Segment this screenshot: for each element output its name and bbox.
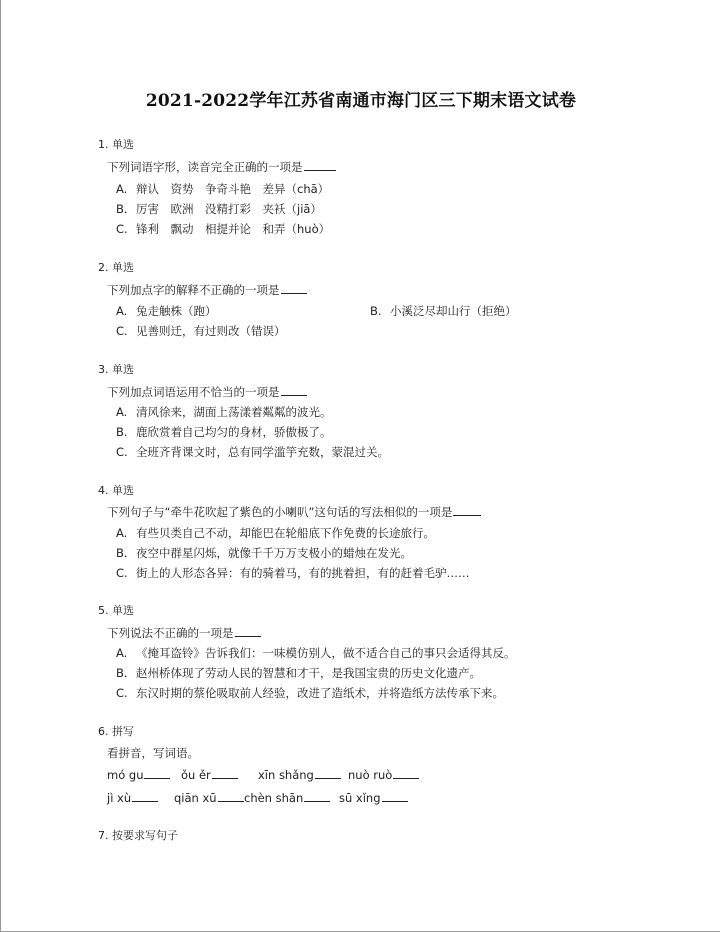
question-3-header (98, 364, 134, 375)
question-number: 7. (98, 829, 109, 842)
question-stem-text: 看拼音，写词语。 (107, 746, 199, 760)
answer-blank (453, 514, 481, 516)
answer-blank (212, 777, 238, 779)
question-5-option-b: B. 赵州桥体现了劳动人民的智慧和才干，是我国宝贵的历史文化遗产。 (116, 666, 481, 680)
question-type: 按要求写句子 (112, 829, 178, 842)
pinyin-item: chèn shān (244, 791, 330, 805)
answer-blank (281, 394, 307, 396)
answer-blank (235, 635, 261, 637)
question-type: 单选 (112, 484, 134, 497)
pinyin-item: jì xù (107, 791, 158, 805)
question-1-stem (107, 159, 336, 175)
question-2-option-a: A. 兔走触株（跑） (116, 304, 217, 318)
question-number: 3. (98, 363, 109, 376)
question-2-option-c: C. 见善则迁，有过则改（错误） (116, 324, 286, 338)
question-3-option-c: C. 全班齐背课文时，总有同学滥竽充数，蒙混过关。 (116, 445, 389, 459)
question-type: 拼写 (112, 725, 134, 738)
question-2-stem (107, 282, 307, 298)
question-1-option-c: C. 锋利 飘动 相提并论 和弄（huò） (116, 222, 331, 236)
question-stem-text: 下列说法不正确的一项是 (107, 626, 234, 640)
question-5-header (98, 605, 134, 616)
answer-blank (218, 800, 244, 802)
question-1-option-b: B. 厉害 欧洲 没精打彩 夹袄（jiā） (116, 202, 322, 216)
question-3-option-a: A. 清风徐来，湖面上荡漾着粼粼的波光。 (116, 405, 332, 419)
answer-blank (304, 169, 336, 171)
question-number: 6. (98, 725, 109, 738)
question-4-header (98, 485, 134, 496)
pinyin-item: nuò ruò (348, 768, 419, 782)
pinyin-item: qiān xū (174, 791, 244, 805)
question-stem-text: 下列句子与“牵牛花吹起了紫色的小喇叭”这句话的写法相似的一项是 (107, 505, 453, 519)
question-1-header (98, 139, 134, 150)
question-number: 4. (98, 484, 109, 497)
question-5-option-a: A. 《掩耳盗铃》告诉我们：一味模仿别人，做不适合自己的事只会适得其反。 (116, 646, 516, 660)
question-7-header (98, 830, 178, 841)
page-title: 2021-2022学年江苏省南通市海门区三下期末语文试卷 (145, 91, 577, 111)
answer-blank (281, 292, 307, 294)
pinyin-item: mó gu (107, 768, 170, 782)
question-stem-text: 下列词语字形，读音完全正确的一项是 (107, 160, 303, 174)
question-4-option-b: B. 夜空中群星闪烁，就像千千万万支极小的蜡烛在发光。 (116, 546, 412, 560)
question-5-stem (107, 625, 261, 641)
question-4-stem (107, 504, 481, 520)
pinyin-item: xīn shǎng (258, 768, 341, 782)
question-4-option-c: C. 街上的人形态各异：有的骑着马，有的挑着担，有的赶着毛驴…… (116, 566, 470, 580)
question-3-option-b: B. 鹿欣赏着自己均匀的身材，骄傲极了。 (116, 425, 332, 439)
answer-blank (393, 777, 419, 779)
answer-blank (315, 777, 341, 779)
question-1-option-a: A. 辩认 资势 争奇斗艳 差异（chā） (116, 182, 330, 196)
question-type: 单选 (112, 261, 134, 274)
question-number: 2. (98, 261, 109, 274)
question-type: 单选 (112, 138, 134, 151)
question-number: 5. (98, 604, 109, 617)
question-6-stem (107, 745, 199, 761)
question-6-header (98, 726, 134, 737)
question-stem-text: 下列加点词语运用不恰当的一项是 (107, 385, 280, 399)
question-2-header (98, 262, 134, 273)
pinyin-item: ǒu ěr (181, 768, 238, 782)
answer-blank (382, 800, 408, 802)
answer-blank (132, 800, 158, 802)
question-4-option-a: A. 有些贝类自己不动，却能巴在轮船底下作免费的长途旅行。 (116, 526, 435, 540)
question-stem-text: 下列加点字的解释不正确的一项是 (107, 283, 280, 297)
question-type: 单选 (112, 604, 134, 617)
question-number: 1. (98, 138, 109, 151)
question-2-option-b: B. 小溪泛尽却山行（拒绝） (370, 304, 517, 318)
answer-blank (144, 777, 170, 779)
question-type: 单选 (112, 363, 134, 376)
question-5-option-c: C. 东汉时期的蔡伦吸取前人经验，改进了造纸术，并将造纸方法传承下来。 (116, 686, 504, 700)
answer-blank (304, 800, 330, 802)
question-3-stem (107, 384, 307, 400)
pinyin-item: sū xǐng (339, 791, 408, 805)
